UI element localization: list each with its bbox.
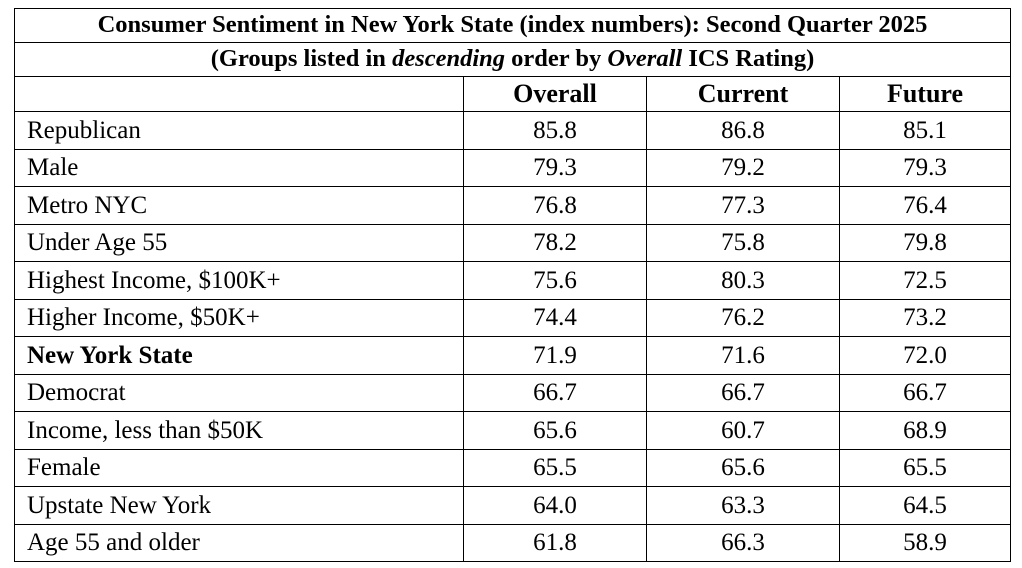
cell-future: 68.9: [840, 412, 1011, 450]
cell-future: 58.9: [840, 524, 1011, 562]
cell-future: 64.5: [840, 487, 1011, 525]
header-future: Future: [840, 77, 1011, 112]
cell-current: 86.8: [647, 112, 840, 150]
table-row: [15, 412, 1011, 450]
row-label: New York State: [15, 337, 464, 375]
table-row: [15, 187, 1011, 225]
table-row: [15, 337, 1011, 375]
row-label: Female: [15, 449, 464, 487]
cell-future: 79.8: [840, 224, 1011, 262]
cell-overall: 85.8: [464, 112, 647, 150]
row-label: Democrat: [15, 374, 464, 412]
subtitle-post: ICS Rating): [682, 45, 815, 73]
cell-overall: 65.6: [464, 412, 647, 450]
cell-current: 63.3: [647, 487, 840, 525]
table-row: [15, 149, 1011, 187]
table-row: [15, 224, 1011, 262]
cell-current: 65.6: [647, 449, 840, 487]
header-group: [15, 77, 464, 112]
cell-overall: 75.6: [464, 262, 647, 300]
sentiment-table: [14, 8, 1011, 562]
cell-future: 76.4: [840, 187, 1011, 225]
table-row: [15, 374, 1011, 412]
table-row: [15, 262, 1011, 300]
table-row: [15, 449, 1011, 487]
table-row: [15, 524, 1011, 562]
cell-current: 60.7: [647, 412, 840, 450]
table-row: [15, 487, 1011, 525]
cell-overall: 64.0: [464, 487, 647, 525]
cell-overall: 79.3: [464, 149, 647, 187]
row-label: Metro NYC: [15, 187, 464, 225]
row-label: Under Age 55: [15, 224, 464, 262]
cell-overall: 78.2: [464, 224, 647, 262]
row-label: Age 55 and older: [15, 524, 464, 562]
cell-current: 76.2: [647, 299, 840, 337]
cell-future: 72.5: [840, 262, 1011, 300]
header-current: Current: [647, 77, 840, 112]
subtitle-em-descending: descending: [392, 45, 506, 73]
row-label: Income, less than $50K: [15, 412, 464, 450]
cell-overall: 71.9: [464, 337, 647, 375]
table-row: [15, 112, 1011, 150]
sentiment-table-container: [14, 8, 1011, 562]
subtitle-pre: (Groups listed in: [210, 45, 393, 73]
cell-overall: 65.5: [464, 449, 647, 487]
cell-current: 71.6: [647, 337, 840, 375]
header-row: [15, 77, 1011, 112]
row-label: Republican: [15, 112, 464, 150]
row-label: Upstate New York: [15, 487, 464, 525]
cell-future: 65.5: [840, 449, 1011, 487]
subtitle-mid: order by: [505, 45, 608, 73]
table-subtitle: [15, 43, 1011, 77]
cell-future: 66.7: [840, 374, 1011, 412]
cell-current: 80.3: [647, 262, 840, 300]
subtitle-em-overall: Overall: [607, 45, 683, 73]
cell-future: 73.2: [840, 299, 1011, 337]
cell-current: 77.3: [647, 187, 840, 225]
cell-current: 79.2: [647, 149, 840, 187]
cell-future: 79.3: [840, 149, 1011, 187]
cell-current: 66.3: [647, 524, 840, 562]
cell-overall: 66.7: [464, 374, 647, 412]
cell-current: 75.8: [647, 224, 840, 262]
cell-current: 66.7: [647, 374, 840, 412]
header-overall: Overall: [464, 77, 647, 112]
row-label: Highest Income, $100K+: [15, 262, 464, 300]
cell-future: 85.1: [840, 112, 1011, 150]
row-label: Male: [15, 149, 464, 187]
cell-overall: 76.8: [464, 187, 647, 225]
cell-future: 72.0: [840, 337, 1011, 375]
row-label: Higher Income, $50K+: [15, 299, 464, 337]
table-title: Consumer Sentiment in New York State (index numbers): Second Quarter 2025: [15, 9, 1011, 43]
table-row: [15, 299, 1011, 337]
cell-overall: 74.4: [464, 299, 647, 337]
cell-overall: 61.8: [464, 524, 647, 562]
